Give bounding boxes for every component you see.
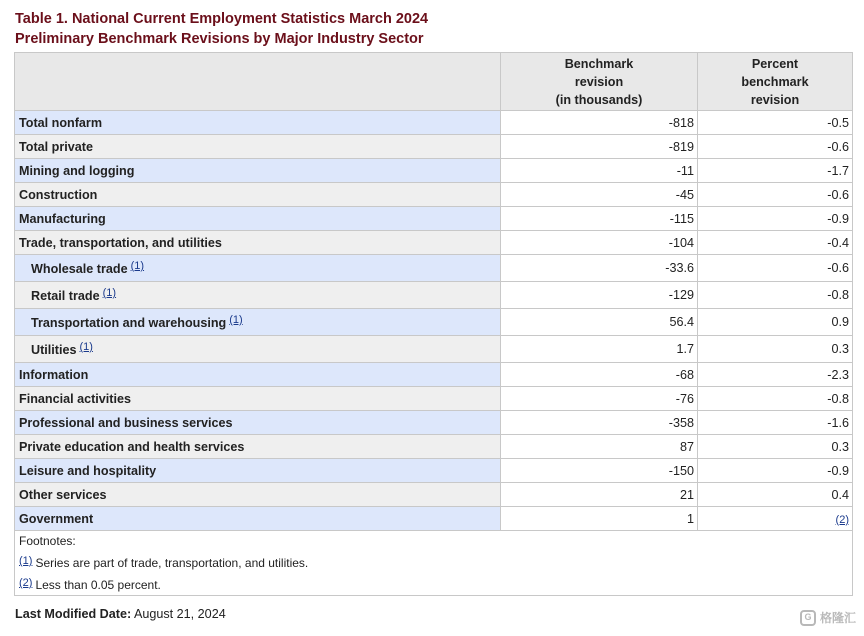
table-row xyxy=(15,483,853,507)
header-benchmark-revision: Benchmark revision (in thousands) xyxy=(501,53,698,111)
footnote-1-link[interactable]: (1) xyxy=(229,314,243,326)
row-percent: -1.6 xyxy=(698,411,853,435)
row-percent: -0.8 xyxy=(698,387,853,411)
row-revision: 21 xyxy=(501,483,698,507)
row-revision: -150 xyxy=(501,459,698,483)
footnotes-heading: Footnotes: xyxy=(19,534,76,548)
footnote-1-marker[interactable]: (1) xyxy=(19,555,33,567)
row-revision: 1.7 xyxy=(501,336,698,363)
row-percent: -0.6 xyxy=(698,183,853,207)
footnote-2-link[interactable]: (2) xyxy=(835,513,849,526)
footnote-1-link[interactable]: (1) xyxy=(79,341,93,353)
title-line-1: Table 1. National Current Employment Statistics March 2024 xyxy=(15,11,429,27)
row-label: Total nonfarm xyxy=(15,111,501,135)
benchmark-revisions-table xyxy=(14,52,853,596)
row-label: Retail trade (1) xyxy=(15,282,501,309)
table-row xyxy=(15,336,853,363)
row-percent: -0.4 xyxy=(698,231,853,255)
last-modified xyxy=(15,607,226,621)
footnote-1-text: Series are part of trade, transportation, and utilities. xyxy=(35,556,309,570)
footnotes xyxy=(15,531,853,596)
row-percent xyxy=(698,507,853,531)
header-sector xyxy=(15,53,501,111)
table-row xyxy=(15,459,853,483)
row-percent: -0.8 xyxy=(698,282,853,309)
row-label: Private education and health services xyxy=(15,435,501,459)
footnote-item xyxy=(19,551,848,573)
row-label: Financial activities xyxy=(15,387,501,411)
row-percent: 0.4 xyxy=(698,483,853,507)
row-label: Government xyxy=(15,507,501,531)
table-row xyxy=(15,309,853,336)
table-row xyxy=(15,387,853,411)
row-percent: -0.6 xyxy=(698,255,853,282)
row-label: Mining and logging xyxy=(15,159,501,183)
row-label: Information xyxy=(15,363,501,387)
row-percent: 0.3 xyxy=(698,336,853,363)
row-label: Professional and business services xyxy=(15,411,501,435)
row-revision: -33.6 xyxy=(501,255,698,282)
title-line-2: Preliminary Benchmark Revisions by Major Industry Sector xyxy=(15,31,424,47)
table-title xyxy=(15,9,428,49)
table-row xyxy=(15,282,853,309)
row-label: Wholesale trade (1) xyxy=(15,255,501,282)
row-revision: -129 xyxy=(501,282,698,309)
row-revision: -68 xyxy=(501,363,698,387)
footnotes-row xyxy=(15,531,853,596)
watermark-logo-icon: G xyxy=(800,610,816,626)
table-row xyxy=(15,435,853,459)
row-revision: -115 xyxy=(501,207,698,231)
header-percent-revision: Percent benchmark revision xyxy=(698,53,853,111)
row-revision: -104 xyxy=(501,231,698,255)
table-row xyxy=(15,159,853,183)
row-label: Total private xyxy=(15,135,501,159)
table-row xyxy=(15,231,853,255)
row-percent: 0.9 xyxy=(698,309,853,336)
footnote-2-text: Less than 0.05 percent. xyxy=(35,578,161,592)
table-row xyxy=(15,507,853,531)
row-percent: -1.7 xyxy=(698,159,853,183)
row-percent: -0.5 xyxy=(698,111,853,135)
row-percent: -2.3 xyxy=(698,363,853,387)
row-revision: 56.4 xyxy=(501,309,698,336)
last-modified-label: Last Modified Date: xyxy=(15,607,132,621)
row-label: Utilities (1) xyxy=(15,336,501,363)
row-percent: -0.9 xyxy=(698,459,853,483)
table-row xyxy=(15,363,853,387)
table-row xyxy=(15,207,853,231)
row-label: Other services xyxy=(15,483,501,507)
footnote-2-marker[interactable]: (2) xyxy=(19,577,33,589)
row-revision: -11 xyxy=(501,159,698,183)
row-label: Manufacturing xyxy=(15,207,501,231)
watermark-text: 格隆汇 xyxy=(819,611,856,625)
row-revision: -819 xyxy=(501,135,698,159)
row-revision: 87 xyxy=(501,435,698,459)
watermark xyxy=(800,609,856,626)
row-label: Transportation and warehousing (1) xyxy=(15,309,501,336)
row-revision: -45 xyxy=(501,183,698,207)
row-label: Construction xyxy=(15,183,501,207)
table-row xyxy=(15,135,853,159)
row-percent: -0.6 xyxy=(698,135,853,159)
row-revision: -358 xyxy=(501,411,698,435)
table-header-row xyxy=(15,53,853,111)
table-row xyxy=(15,111,853,135)
footnote-item xyxy=(19,573,848,595)
table-row xyxy=(15,255,853,282)
table-row xyxy=(15,411,853,435)
footnote-1-link[interactable]: (1) xyxy=(102,287,117,299)
row-revision: 1 xyxy=(501,507,698,531)
footnote-1-link[interactable]: (1) xyxy=(130,260,145,272)
row-percent: -0.9 xyxy=(698,207,853,231)
row-label: Leisure and hospitality xyxy=(15,459,501,483)
row-label: Trade, transportation, and utilities xyxy=(15,231,501,255)
row-revision: -76 xyxy=(501,387,698,411)
row-percent: 0.3 xyxy=(698,435,853,459)
row-revision: -818 xyxy=(501,111,698,135)
last-modified-date: August 21, 2024 xyxy=(133,607,226,621)
table-row xyxy=(15,183,853,207)
